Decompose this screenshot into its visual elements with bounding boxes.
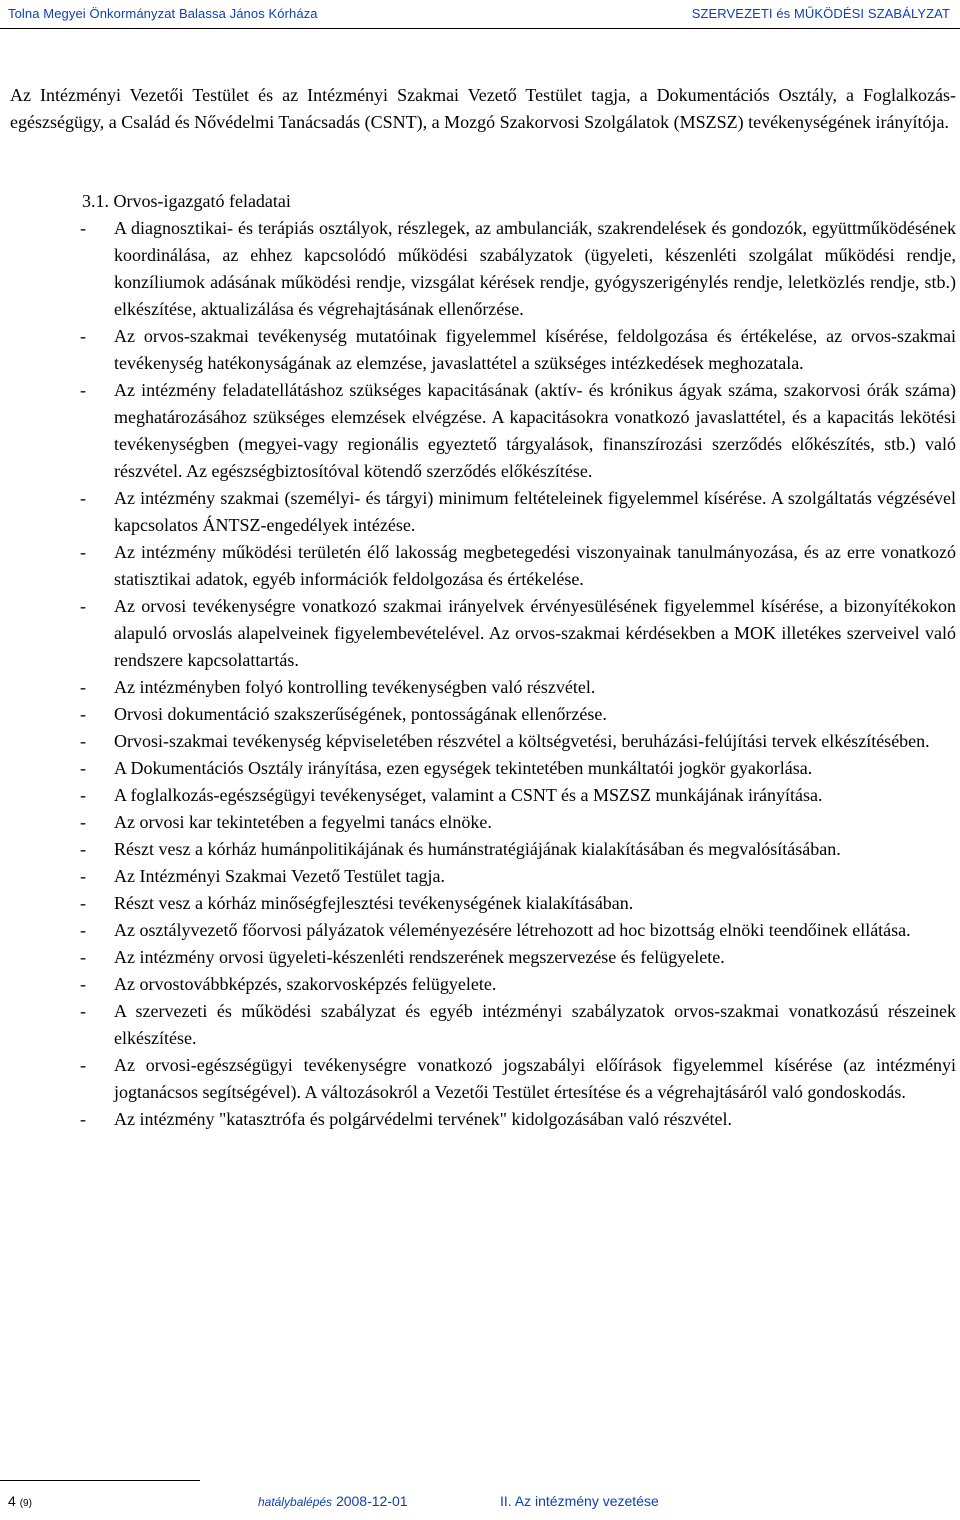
footer-chapter: II. Az intézmény vezetése [500, 1493, 659, 1509]
list-item [10, 1052, 956, 1106]
list-bullet-dash: - [80, 947, 86, 967]
list-bullet-dash: - [80, 704, 86, 724]
list-bullet-dash: - [80, 542, 86, 562]
list-bullet-dash: - [80, 1109, 86, 1129]
section-title: Orvos-igazgató feladatai [113, 191, 291, 211]
list-bullet-dash: - [80, 596, 86, 616]
list-item-text: Az orvosi tevékenységre vonatkozó szakmai irányelvek érvényesülésének figyelemmel kísérése, a bizonyítékokon alapuló orvoslás alapelveinek figyelembevételével. Az orvos-szakmai kérdésekben a MOK illetékes szerveivel való rendszere kapcsolattartás. [114, 596, 956, 670]
list-item [10, 593, 956, 674]
list-item [10, 971, 956, 998]
list-bullet-dash: - [80, 812, 86, 832]
header-institution: Tolna Megyei Önkormányzat Balassa János Kórháza [8, 6, 318, 21]
list-item [10, 755, 956, 782]
header-divider [0, 28, 960, 29]
list-bullet-dash: - [80, 839, 86, 859]
list-item [10, 485, 956, 539]
list-item [10, 377, 956, 485]
intro-paragraph: Az Intézményi Vezetői Testület és az Intézményi Szakmai Vezető Testület tagja, a Dokumentációs Osztály, a Foglalkozás-egészségügy, a Család és Nővédelmi Tanácsadás (CSNT), a Mozgó Szakorvosi Szolgálatok (MSZSZ) tevékenységének irányítója. [10, 85, 956, 132]
section-heading [82, 188, 291, 215]
list-item-text: Az intézmény orvosi ügyeleti-készenléti rendszerének megszervezése és felügyelete. [114, 947, 725, 967]
header-document-title: SZERVEZETI és MŰKÖDÉSI SZABÁLYZAT [691, 6, 950, 21]
list-item-text: Részt vesz a kórház humánpolitikájának és humánstratégiájának kialakításában és megvalósításában. [114, 839, 841, 859]
list-item [10, 728, 956, 755]
list-item-text: A Dokumentációs Osztály irányítása, ezen egységek tekintetében munkáltatói jogkör gyakorlása. [114, 758, 813, 778]
list-bullet-dash: - [80, 920, 86, 940]
list-bullet-dash: - [80, 488, 86, 508]
list-item-text: A szervezeti és működési szabályzat és egyéb intézményi szabályzatok orvos-szakmai vonatkozású részeinek elkészítése. [114, 1001, 956, 1048]
list-item [10, 674, 956, 701]
list-bullet-dash: - [80, 380, 86, 400]
list-item-text: Az intézmény feladatellátáshoz szükséges kapacitásának (aktív- és krónikus ágyak száma, szakorvosi órák száma) meghatározásához szükséges elemzések elvégzése. A kapacitásokra vonatkozó javaslattétel, és a kapacitás lekötési tevékenységben (megyei-vagy regionális egyeztető tárgyalások, finanszírozási szerződés előkészítés, stb.) való részvétel. Az egészségbiztosítóval kötendő szerződés előkészítése. [114, 380, 956, 481]
list-item [10, 944, 956, 971]
list-item [10, 836, 956, 863]
list-bullet-dash: - [80, 731, 86, 751]
duties-list [10, 215, 956, 1133]
list-item-text: Az intézményben folyó kontrolling tevékenységben való részvétel. [114, 677, 596, 697]
list-item [10, 782, 956, 809]
list-item-text: A diagnosztikai- és terápiás osztályok, részlegek, az ambulanciák, szakrendelések és gondozók, együttműködésének koordinálása, az ehhez kapcsolódó működési szabályzatok (ügyeleti, készenléti szolgálat működési rendje, konzíliumok adásának működési rendje, vizsgálat kérések rendje, gyógyszerigénylés rendje, leletközlés rendje, stb.) elkészítése, aktualizálása és végrehajtásának ellenőrzése. [114, 218, 956, 319]
page-number: 4 [8, 1493, 16, 1509]
list-bullet-dash: - [80, 326, 86, 346]
footer-divider [0, 1480, 200, 1481]
list-bullet-dash: - [80, 677, 86, 697]
section-number: 3.1. [82, 191, 109, 211]
list-item [10, 539, 956, 593]
list-item-text: Az intézmény működési területén élő lakosság megbetegedési viszonyainak tanulmányozása, és az erre vonatkozó statisztikai adatok, egyéb információk feldolgozása és értékelése. [114, 542, 956, 589]
list-item [10, 863, 956, 890]
footer-effective-date [258, 1493, 408, 1509]
list-item-text: Orvosi dokumentáció szakszerűségének, pontosságának ellenőrzése. [114, 704, 607, 724]
footer-page-number [8, 1493, 32, 1509]
list-item-text: Az orvosi-egészségügyi tevékenységre vonatkozó jogszabályi előírások figyelemmel kísérése (az intézményi jogtanácsos segítségével). A változásokról a Vezetői Testület értesítése és a végrehajtásáról való gondoskodás. [114, 1055, 956, 1102]
list-bullet-dash: - [80, 758, 86, 778]
list-bullet-dash: - [80, 1055, 86, 1075]
list-item [10, 215, 956, 323]
list-item [10, 1106, 956, 1133]
list-bullet-dash: - [80, 974, 86, 994]
list-item [10, 890, 956, 917]
list-item-text: A foglalkozás-egészségügyi tevékenységet, valamint a CSNT és a MSZSZ munkájának irányítása. [114, 785, 823, 805]
list-bullet-dash: - [80, 866, 86, 886]
list-item-text: Az osztályvezető főorvosi pályázatok véleményezésére létrehozott ad hoc bizottság elnöki teendőinek ellátása. [114, 920, 911, 940]
list-item-text: Az intézmény "katasztrófa és polgárvédelmi tervének" kidolgozásában való részvétel. [114, 1109, 732, 1129]
list-bullet-dash: - [80, 785, 86, 805]
list-bullet-dash: - [80, 1001, 86, 1021]
list-item-text: Az intézmény szakmai (személyi- és tárgyi) minimum feltételeinek figyelemmel kísérése. A szolgáltatás végzésével kapcsolatos ÁNTSZ-engedélyek intézése. [114, 488, 956, 535]
list-item [10, 917, 956, 944]
list-item-text: Az orvostovábbképzés, szakorvosképzés felügyelete. [114, 974, 497, 994]
list-item [10, 809, 956, 836]
list-item [10, 323, 956, 377]
list-item-text: Az orvos-szakmai tevékenység mutatóinak figyelemmel kísérése, feldolgozása és értékelése, az orvos-szakmai tevékenység hatékonyságának az elemzése, javaslattétel a szükséges intézkedések meghozatala. [114, 326, 956, 373]
effective-label: hatálybalépés [258, 1495, 333, 1509]
list-item [10, 998, 956, 1052]
list-item-text: Az Intézményi Szakmai Vezető Testület tagja. [114, 866, 445, 886]
list-item-text: Részt vesz a kórház minőségfejlesztési tevékenységének kialakításában. [114, 893, 634, 913]
list-item-text: Az orvosi kar tekintetében a fegyelmi tanács elnöke. [114, 812, 492, 832]
list-bullet-dash: - [80, 218, 86, 238]
page-count: (9) [19, 1498, 32, 1509]
list-bullet-dash: - [80, 893, 86, 913]
list-item-text: Orvosi-szakmai tevékenység képviseletében részvétel a költségvetési, beruházási-felújítási tervek elkészítésében. [114, 731, 930, 751]
effective-date: 2008-12-01 [335, 1493, 408, 1509]
list-item [10, 701, 956, 728]
